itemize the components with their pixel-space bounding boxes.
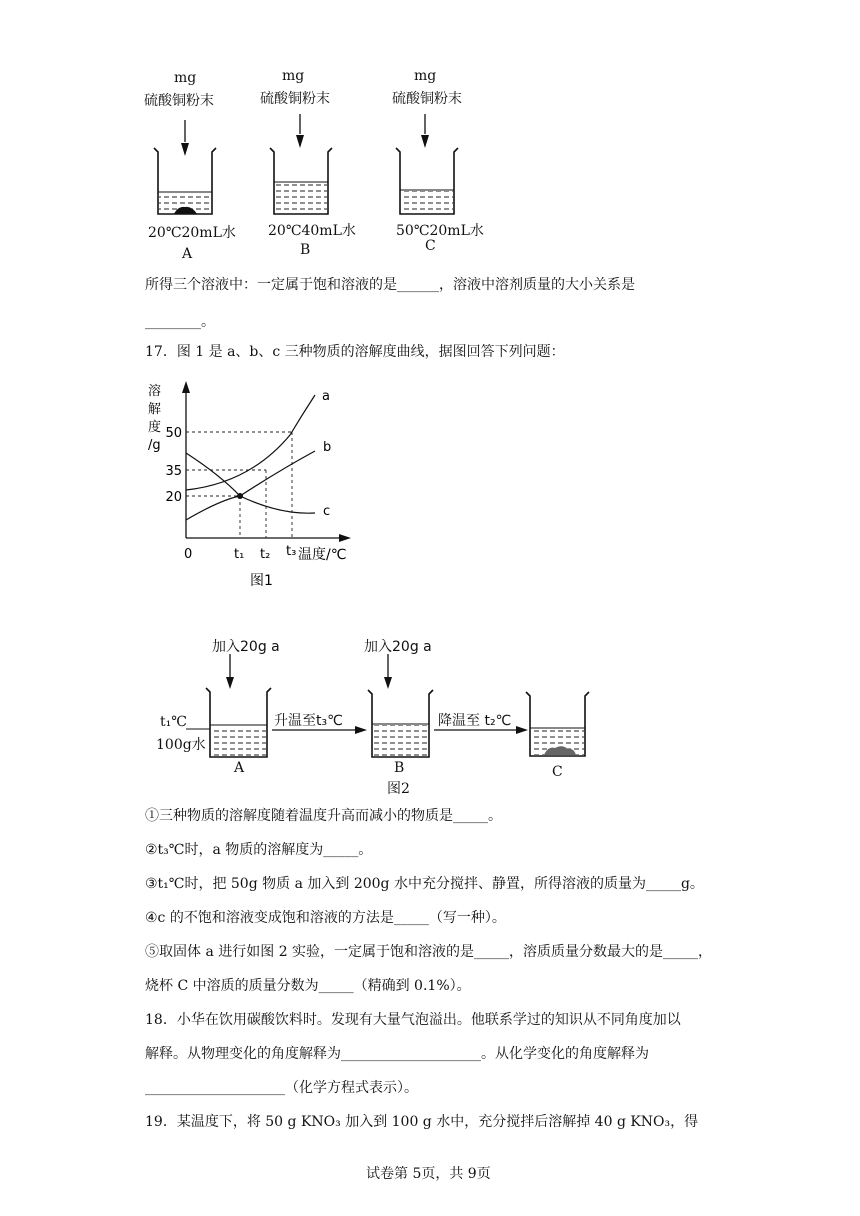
curve-label-a: a [322, 389, 330, 404]
q17-item-1: ①三种物质的溶解度随着温度升高而减小的物质是_____。 [145, 808, 502, 824]
curve-b [186, 451, 315, 520]
guide-lines [186, 432, 292, 538]
experiment-drawing [150, 632, 600, 797]
page-footer: 试卷第 5页，共 9页 [366, 1166, 491, 1182]
x-tick-t2: t₂ [260, 547, 271, 562]
fig2-caption: 图2 [387, 781, 410, 797]
start-water: 100g水 [156, 737, 206, 753]
beaker-b-letter: B [300, 242, 311, 258]
beaker-a-mass: mg [174, 70, 197, 86]
y-tick-50: 50 [165, 426, 182, 441]
exp-letter-c: C [552, 764, 563, 780]
curve-a [186, 395, 315, 490]
beaker-c [396, 114, 458, 214]
q17-item-6: 烧杯 C 中溶质的质量分数为_____（精确到 0.1%）。 [145, 978, 471, 994]
y-title-1: 溶 [148, 384, 162, 399]
q18-line-3: ____________________（化学方程式表示）。 [145, 1080, 418, 1096]
q17-item-4: ④c 的不饱和溶液变成饱和溶液的方法是_____（写一种）。 [145, 910, 506, 926]
beaker-a-condition: 20℃20mL水 [148, 225, 236, 241]
beaker-c-letter: C [425, 238, 436, 254]
y-tick-20: 20 [165, 490, 182, 505]
beaker-b [270, 114, 332, 214]
y-title-3: 度 [148, 420, 162, 435]
q17-item-2: ②t₃℃时，a 物质的溶解度为_____。 [145, 842, 373, 858]
x-title: 温度/℃ [298, 547, 347, 563]
y-title-2: 解 [148, 402, 162, 417]
q18-line-2: 解释。从物理变化的角度解释为____________________。从化学变化的角度解释为 [145, 1046, 649, 1062]
q16-line-2: ________。 [145, 314, 215, 330]
beaker-a [154, 120, 216, 214]
q19-line-1: 19．某温度下，将 50 g KNO₃ 加入到 100 g 水中，充分搅拌后溶解掉 40 g KNO₃，得 [145, 1114, 699, 1130]
beaker-c-condition: 50℃20mL水 [396, 223, 484, 239]
beaker-b-condition: 20℃40mL水 [268, 223, 356, 239]
beaker-a-powder: 硫酸铜粉末 [144, 93, 214, 109]
beaker-b-powder: 硫酸铜粉末 [260, 91, 330, 107]
q18-line-1: 18．小华在饮用碳酸饮料时。发现有大量气泡溢出。他联系学过的知识从不同角度加以 [145, 1012, 681, 1028]
x-tick-t3: t₃ [286, 544, 297, 559]
q17-stem: 17．图 1 是 a、b、c 三种物质的溶解度曲线，据图回答下列问题： [145, 344, 565, 360]
exp-letter-a: A [234, 760, 245, 776]
y-title-4: /g [148, 438, 161, 453]
exp-beaker-b [368, 654, 433, 757]
start-temp: t₁℃ [160, 714, 187, 730]
intersection-point [237, 493, 243, 499]
arrow-label-2: 降温至 t₂℃ [438, 713, 512, 729]
experiment-figure [150, 632, 600, 797]
q17-item-3: ③t₁℃时，把 50g 物质 a 加入到 200g 水中充分搅拌、静置，所得溶液的质量为_____g。 [145, 876, 704, 892]
x-origin: 0 [184, 547, 193, 562]
y-tick-35: 35 [165, 464, 182, 479]
add-label-1: 加入20g a [212, 639, 280, 655]
solubility-figure [140, 375, 370, 593]
beaker-c-mass: mg [414, 68, 437, 84]
fig1-caption: 图1 [250, 573, 273, 589]
beaker-a-letter: A [182, 246, 193, 262]
arrow-label-1: 升温至t₃℃ [274, 713, 343, 729]
add-label-2: 加入20g a [364, 639, 432, 655]
beaker-figure [140, 62, 500, 270]
curve-label-b: b [323, 440, 332, 455]
beaker-b-mass: mg [282, 68, 305, 84]
solubility-curves [140, 375, 370, 593]
exp-letter-b: B [394, 760, 405, 776]
exp-beaker-c [526, 692, 589, 756]
q17-item-5: ⑤取固体 a 进行如图 2 实验，一定属于饱和溶液的是_____，溶质质量分数最大的是_____， [145, 944, 713, 960]
curve-label-c: c [323, 504, 331, 519]
x-tick-t1: t₁ [234, 547, 245, 562]
q16-line-1: 所得三个溶液中：一定属于饱和溶液的是______，溶液中溶剂质量的大小关系是 [145, 277, 635, 293]
beaker-c-powder: 硫酸铜粉末 [392, 91, 462, 107]
